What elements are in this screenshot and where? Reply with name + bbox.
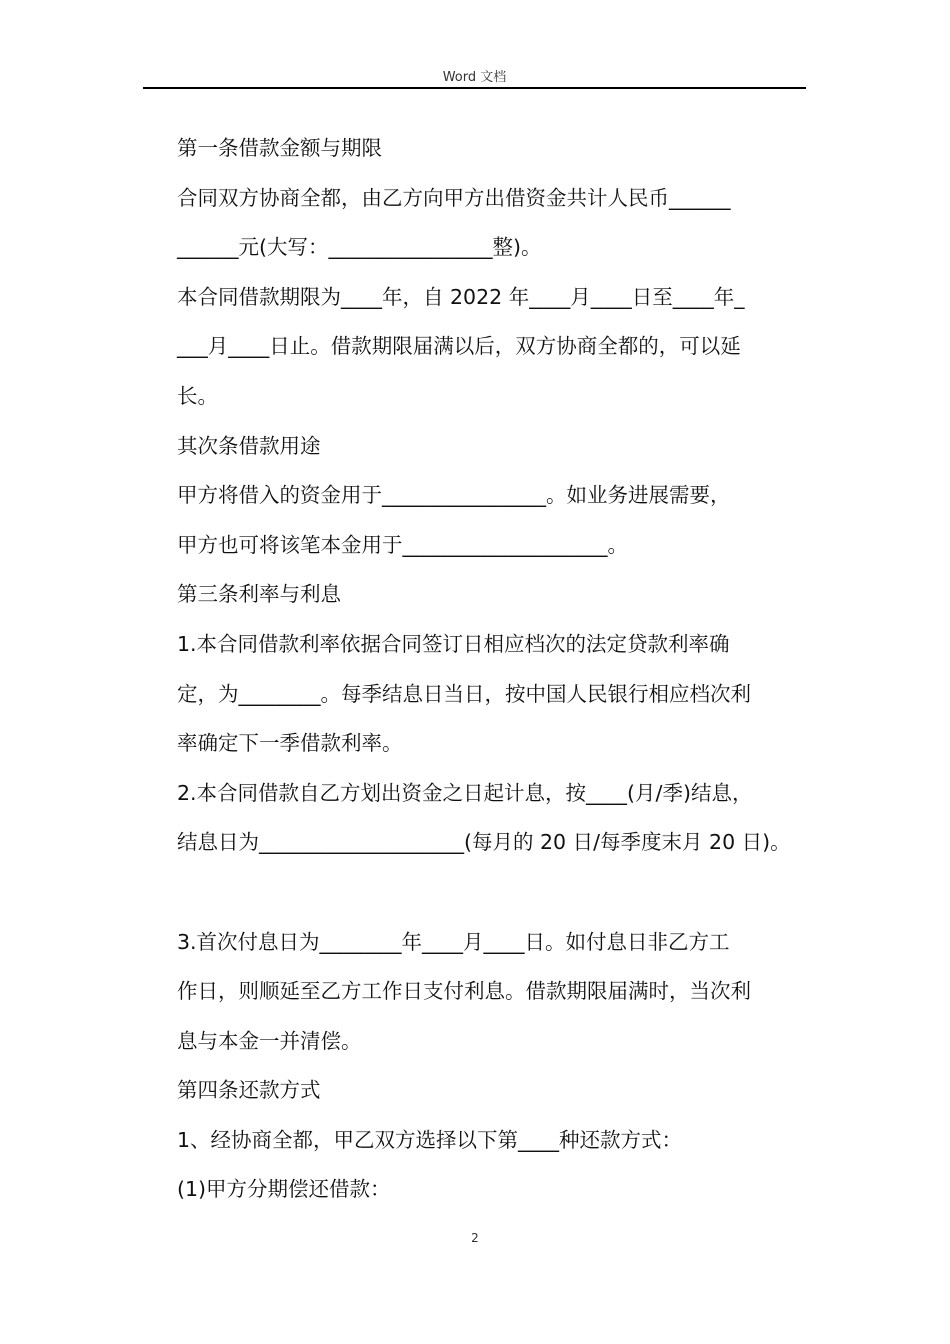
text-line: 长。 xyxy=(177,383,218,408)
text-line: 第四条还款方式 xyxy=(177,1078,321,1103)
text-line: (1)甲方分期偿还借款： xyxy=(177,1177,391,1202)
text-line: 甲方也可将该笔本金用于____________________。 xyxy=(177,532,628,557)
text-line: 其次条借款用途 xyxy=(177,433,321,458)
text-line: 率确定下一季借款利率。 xyxy=(177,731,403,756)
header-rule xyxy=(143,87,806,89)
text-line: 作日，则顺延至乙方工作日支付利息。借款期限届满时，当次利 xyxy=(177,979,751,1004)
blank-line xyxy=(177,868,807,918)
text-line: 第三条利率与利息 xyxy=(177,582,341,607)
text-line: ______元(大写：________________整)。 xyxy=(177,235,542,260)
document-body xyxy=(177,124,807,1215)
page-header: Word 文档 xyxy=(442,70,507,85)
text-line: 结息日为____________________(每月的 20 日/每季度末月 20 日)。 xyxy=(177,830,791,855)
text-line: 定，为________。每季结息日当日，按中国人民银行相应档次利 xyxy=(177,681,751,706)
text-line: 息与本金一并清偿。 xyxy=(177,1028,362,1053)
text-line: 本合同借款期限为____年，自 2022 年____月____日至____年_ xyxy=(177,284,745,309)
text-line: 2.本合同借款自乙方划出资金之日起计息，按____(月/季)结息， xyxy=(177,780,753,805)
text-line: 1、经协商全都，甲乙双方选择以下第____种还款方式： xyxy=(177,1127,683,1152)
text-line: 3.首次付息日为________年____月____日。如付息日非乙方工 xyxy=(177,929,730,954)
text-line: 第一条借款金额与期限 xyxy=(177,136,382,160)
text-line: 1.本合同借款利率依据合同签订日相应档次的法定贷款利率确 xyxy=(177,631,730,656)
text-line: 甲方将借入的资金用于________________。如业务进展需要， xyxy=(177,483,731,508)
text-line: ___月____日止。借款期限届满以后，双方协商全都的，可以延 xyxy=(177,334,741,359)
text-line: 合同双方协商全都，由乙方向甲方出借资金共计人民币______ xyxy=(177,185,731,210)
page-number: 2 xyxy=(471,1231,479,1245)
